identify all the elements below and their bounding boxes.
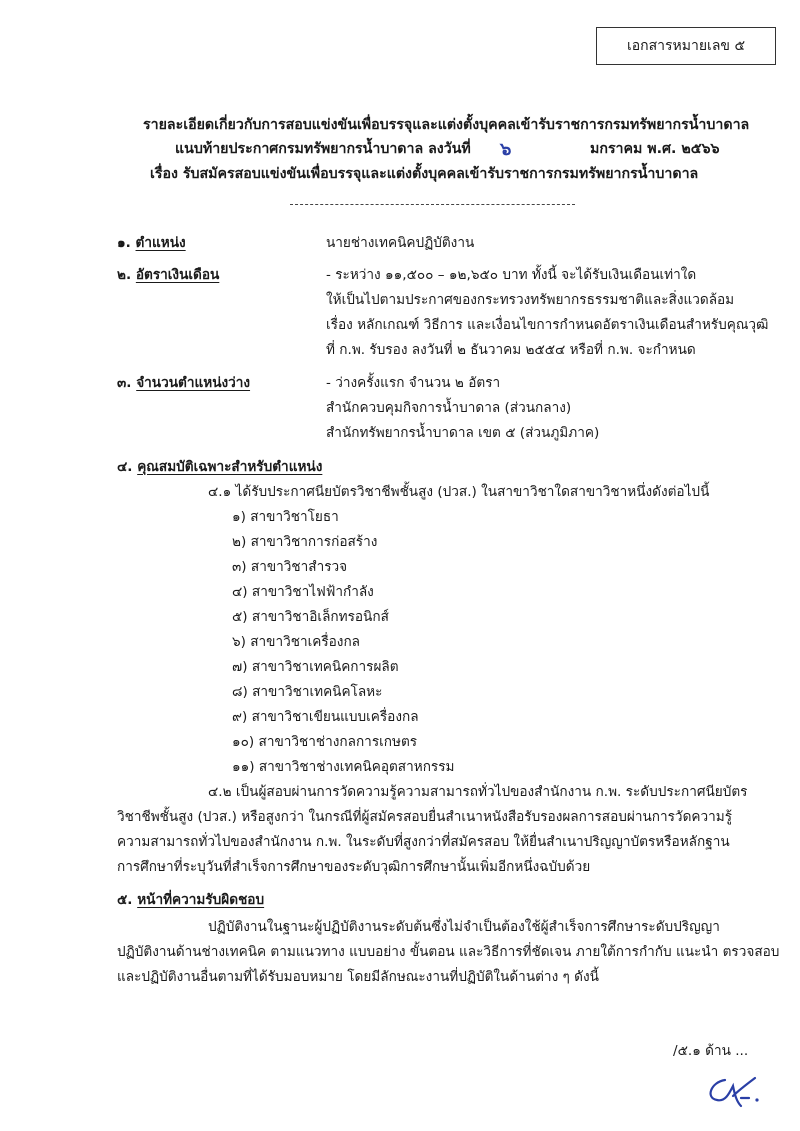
section-4-2-line: วิชาชีพชั้นสูง (ปวส.) หรือสูงกว่า ในกรณีที่ผู้สมัครสอบยื่นสำเนาหนังสือรับรองผลการสอบผ่านการวัดความรู้ <box>117 809 733 825</box>
section-2-heading <box>117 263 219 285</box>
major-list-item: ๑๐) สาขาวิชาช่างกลการเกษตร <box>232 734 418 750</box>
section-4-2-line: การศึกษาที่ระบุวันที่สำเร็จการศึกษาของระดับวุฒิการศึกษานั้นเพิ่มอีกหนึ่งฉบับด้วย <box>117 859 591 875</box>
major-list-item: ๓) สาขาวิชาสำรวจ <box>232 559 348 575</box>
section-2-line: - ระหว่าง ๑๑,๕๐๐ – ๑๒,๖๕๐ บาท ทั้งนี้ จะได้รับเงินเดือนเท่าใด <box>326 267 697 283</box>
section-1-label: ตำแหน่ง <box>135 235 186 251</box>
section-5-line: ปฏิบัติงานในฐานะผู้ปฏิบัติงานระดับต้นซึ่งไม่จำเป็นต้องใช้ผู้สำเร็จการศึกษาระดับปริญญา <box>208 919 720 935</box>
header-line-2-date: มกราคม พ.ศ. ๒๕๖๖ <box>590 141 720 157</box>
dashed-separator <box>290 204 575 205</box>
header-line-1: รายละเอียดเกี่ยวกับการสอบแข่งขันเพื่อบรรจุและแต่งตั้งบุคคลเข้ารับราชการกรมทรัพยากรน้ำบาดาล <box>143 117 750 133</box>
section-5-label: หน้าที่ความรับผิดชอบ <box>137 892 265 908</box>
major-list-item: ๖) สาขาวิชาเครื่องกล <box>232 634 361 650</box>
section-2-label: อัตราเงินเดือน <box>135 267 220 283</box>
section-4-2-line: ๔.๒ เป็นผู้สอบผ่านการวัดความรู้ความสามารถทั่วไปของสำนักงาน ก.พ. ระดับประกาศนียบัตร <box>208 784 748 800</box>
major-list-item: ๘) สาขาวิชาเทคนิคโลหะ <box>232 684 383 700</box>
major-list-item: ๔) สาขาวิชาไฟฟ้ากำลัง <box>232 584 374 600</box>
header-line-2-prefix: แนบท้ายประกาศกรมทรัพยากรน้ำบาดาล ลงวันที่ <box>175 141 471 157</box>
major-list-item: ๒) สาขาวิชาการก่อสร้าง <box>232 534 378 550</box>
document-number-box <box>596 27 776 65</box>
section-4-2-line: ความสามารถทั่วไปของสำนักงาน ก.พ. ในระดับที่สูงกว่าที่สมัครสอบ ให้ยื่นสำเนาปริญญาบัตรหรือหลักฐาน <box>117 834 730 850</box>
document-number-label: เอกสารหมายเลข ๕ <box>626 38 746 54</box>
section-3-line: สำนักควบคุมกิจการน้ำบาดาล (ส่วนกลาง) <box>326 400 572 416</box>
section-3-line: สำนักทรัพยากรน้ำบาดาล เขต ๕ (ส่วนภูมิภาค) <box>326 425 600 441</box>
section-2-number: ๒. <box>117 267 132 283</box>
major-list-item: ๙) สาขาวิชาเขียนแบบเครื่องกล <box>232 709 419 725</box>
major-list-item: ๕) สาขาวิชาอิเล็กทรอนิกส์ <box>232 609 389 625</box>
section-1-number: ๑. <box>117 235 131 251</box>
section-2-line: ที่ ก.พ. รับรอง ลงวันที่ ๒ ธันวาคม ๒๕๕๔ หรือที่ ก.พ. จะกำหนด <box>326 342 696 358</box>
header-line-3-subject: เรื่อง รับสมัครสอบแข่งขันเพื่อบรรจุและแต่งตั้งบุคคลเข้ารับราชการกรมทรัพยากรน้ำบาดาล <box>150 166 699 182</box>
section-3-number: ๓. <box>117 375 132 391</box>
major-list-item: ๑๑) สาขาวิชาช่างเทคนิคอุตสาหกรรม <box>232 759 455 775</box>
section-4-heading <box>117 455 322 477</box>
section-2-line: ให้เป็นไปตามประกาศของกระทรวงทรัพยากรธรรมชาติและสิ่งแวดล้อม <box>326 292 735 308</box>
major-list-item: ๗) สาขาวิชาเทคนิคการผลิต <box>232 659 399 675</box>
section-5-number: ๕. <box>117 892 133 908</box>
handwritten-day: ๖ <box>500 139 512 160</box>
section-3-line: - ว่างครั้งแรก จำนวน ๒ อัตรา <box>326 375 501 391</box>
continuation-marker: /๕.๑ ด้าน ... <box>673 1043 749 1059</box>
major-list-item: ๑) สาขาวิชาโยธา <box>232 509 339 525</box>
section-3-label: จำนวนตำแหน่งว่าง <box>136 375 251 391</box>
section-4-1-text: ๔.๑ ได้รับประกาศนียบัตรวิชาชีพชั้นสูง (ปวส.) ในสาขาวิชาใดสาขาวิชาหนึ่งดังต่อไปนี้ <box>208 484 710 500</box>
section-5-line: ปฏิบัติงานด้านช่างเทคนิค ตามแนวทาง แบบอย่าง ขั้นตอน และวิธีการที่ชัดเจน ภายใต้การกำกับ แนะนำ ตรวจสอบ <box>117 944 780 960</box>
section-4-number: ๔. <box>117 459 133 475</box>
signature-icon <box>703 1072 763 1112</box>
section-1-heading <box>117 231 186 253</box>
section-2-line: เรื่อง หลักเกณฑ์ วิธีการ และเงื่อนไขการกำหนดอัตราเงินเดือนสำหรับคุณวุฒิ <box>326 317 769 333</box>
section-5-heading <box>117 888 264 910</box>
section-5-line: และปฏิบัติงานอื่นตามที่ได้รับมอบหมาย โดยมีลักษณะงานที่ปฏิบัติในด้านต่าง ๆ ดังนี้ <box>117 969 599 985</box>
section-4-label: คุณสมบัติเฉพาะสำหรับตำแหน่ง <box>137 459 323 475</box>
section-3-heading <box>117 371 250 393</box>
section-1-value: นายช่างเทคนิคปฏิบัติงาน <box>326 235 475 251</box>
